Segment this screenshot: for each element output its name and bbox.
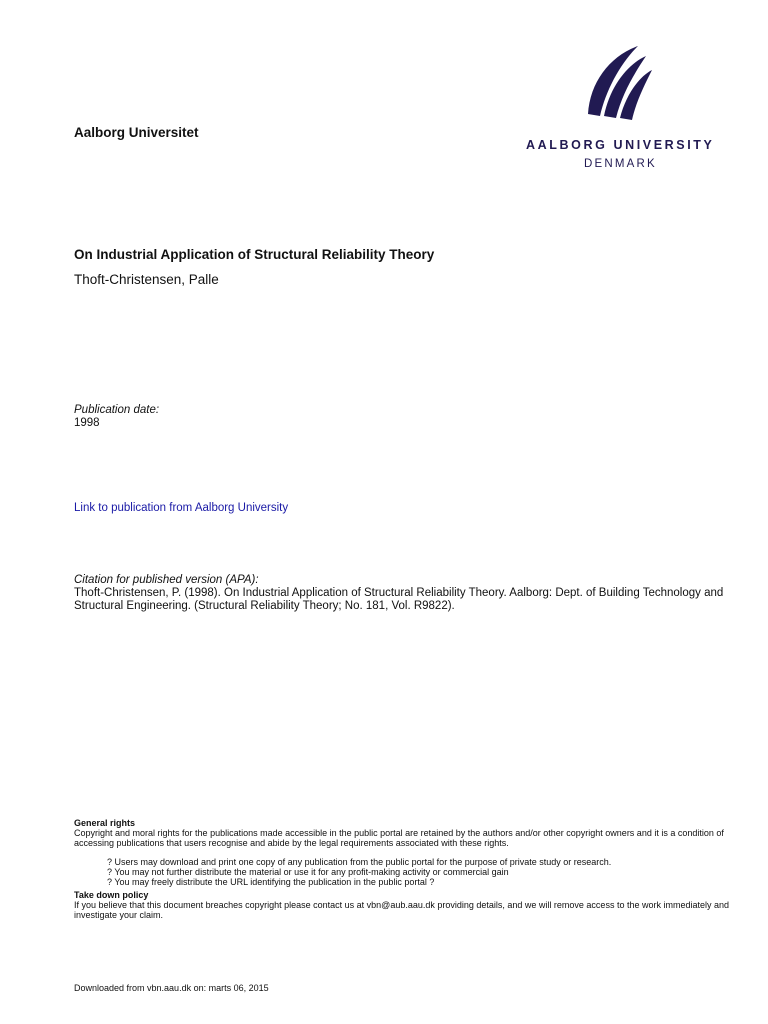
- logo-waves-icon: [520, 42, 730, 136]
- take-down-text: If you believe that this document breaches copyright please contact us at vbn@aub.aau.dk providing details, and we will remove access to the work immediately and investigate your claim.: [74, 900, 729, 920]
- aalborg-university-logo: [520, 42, 730, 174]
- publication-title: On Industrial Application of Structural Reliability Theory: [74, 247, 435, 262]
- university-name: Aalborg Universitet: [74, 125, 199, 140]
- publication-date: 1998: [74, 417, 100, 429]
- logo-subtitle: DENMARK: [584, 158, 657, 170]
- publication-link[interactable]: Link to publication from Aalborg University: [74, 502, 289, 514]
- general-rights-item: ? Users may download and print one copy of any publication from the public portal for the purpose of private study or research.: [107, 857, 612, 867]
- take-down-heading: Take down policy: [74, 890, 149, 900]
- general-rights-text: Copyright and moral rights for the publications made accessible in the public portal are retained by the authors and/or other copyright owners and it is a condition of accessing publications that users recognise and abide by the legal requirements associated with these rights.: [74, 828, 724, 848]
- publication-date-label: Publication date:: [74, 404, 160, 416]
- download-footer: Downloaded from vbn.aau.dk on: marts 06, 2015: [74, 983, 269, 993]
- citation-label: Citation for published version (APA):: [74, 574, 259, 586]
- logo-title: AALBORG UNIVERSITY: [526, 138, 715, 152]
- general-rights-item: ? You may freely distribute the URL identifying the publication in the public portal ?: [107, 877, 435, 887]
- general-rights-heading: General rights: [74, 818, 136, 828]
- citation-text: Thoft-Christensen, P. (1998). On Industrial Application of Structural Reliability Theory. Aalborg: Dept. of Building Technology and Structural Engineering. (Structural Reliability Theory; No. 181, Vol. R9822).: [74, 587, 724, 612]
- publication-author: Thoft-Christensen, Palle: [74, 272, 219, 287]
- general-rights-item: ? You may not further distribute the material or use it for any profit-making activity or commercial gain: [107, 867, 509, 877]
